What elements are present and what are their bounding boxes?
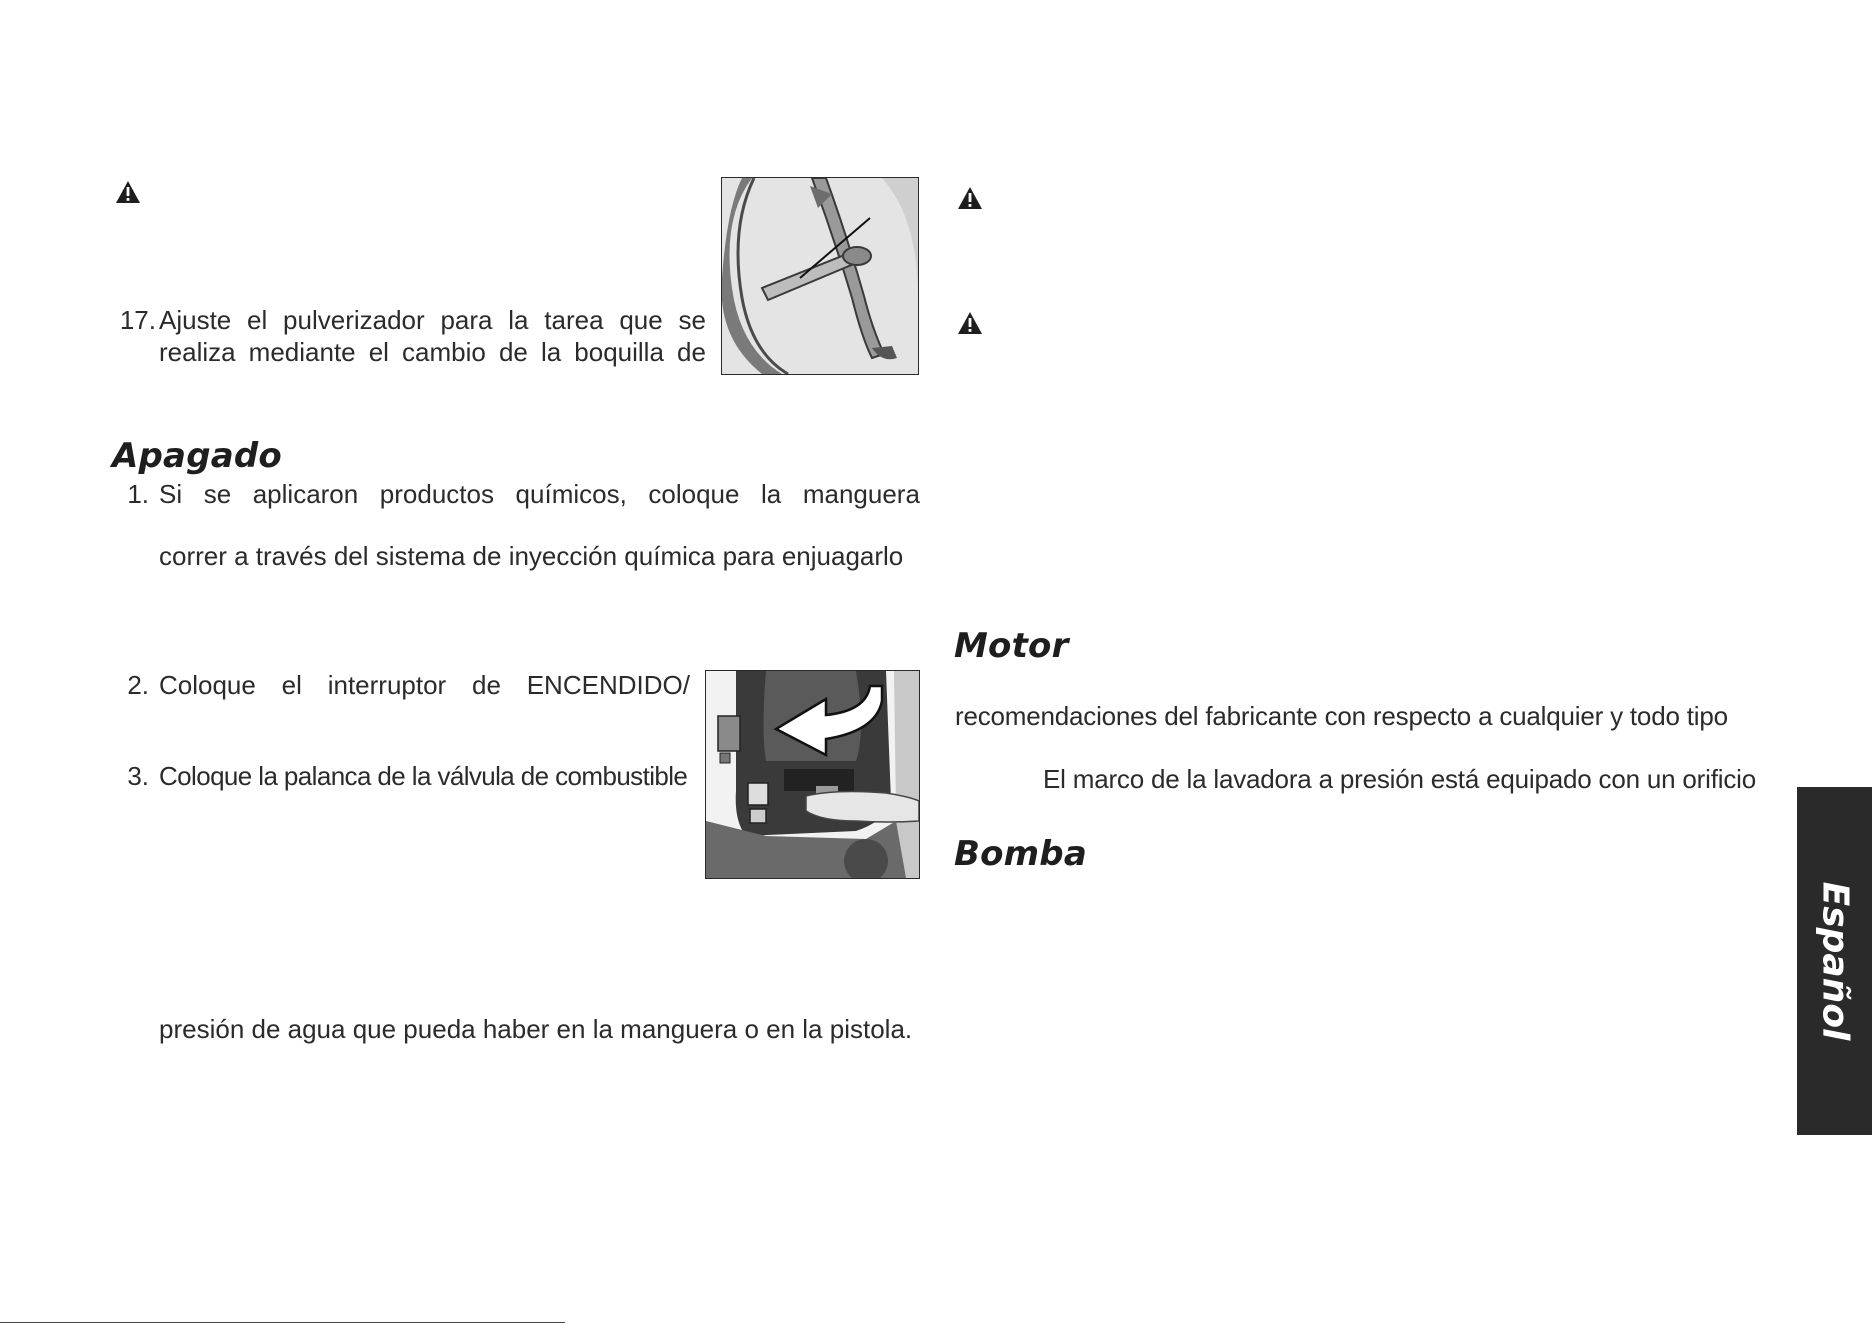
list-item-2 xyxy=(112,669,690,701)
word: manguera xyxy=(802,479,920,509)
warning-icon xyxy=(115,180,141,204)
word: interruptor xyxy=(327,670,447,700)
switch-figure xyxy=(705,670,920,879)
word: se xyxy=(678,305,706,335)
list-item-2-line1 xyxy=(159,669,690,701)
word: pulverizador xyxy=(283,305,425,335)
word: boquilla xyxy=(574,337,664,367)
list-number: 2. xyxy=(127,670,149,700)
word: el xyxy=(281,670,302,700)
word: aplicaron xyxy=(252,479,359,509)
word: se xyxy=(203,479,232,509)
word: el xyxy=(368,337,389,367)
list-item-1-line1 xyxy=(159,478,920,510)
word: coloque xyxy=(648,479,740,509)
language-tab xyxy=(1797,787,1872,1135)
section-title-bomba: Bomba xyxy=(954,834,1087,874)
list-number: 3. xyxy=(127,761,149,791)
word: mediante xyxy=(248,337,356,367)
warning-icon xyxy=(957,186,983,210)
list-item-17-line2 xyxy=(159,336,706,368)
list-item-3-line1: Coloque la palanca de la válvula de combustible xyxy=(159,761,688,791)
switch-illustration xyxy=(706,671,919,878)
list-number: 17. xyxy=(119,305,156,335)
nozzle-figure xyxy=(721,177,919,375)
word: Ajuste xyxy=(159,305,232,335)
word: la xyxy=(540,337,562,367)
list-item-17 xyxy=(112,304,706,368)
word: cambio xyxy=(402,337,486,367)
language-tab-label: Español xyxy=(1814,881,1855,1041)
section-title-apagado: Apagado xyxy=(112,436,282,476)
word: de xyxy=(472,670,501,700)
word: Si xyxy=(159,479,183,509)
word: de xyxy=(498,337,528,367)
word: la xyxy=(761,479,782,509)
word: la xyxy=(508,305,529,335)
list-item-3 xyxy=(112,760,692,792)
list-item-1 xyxy=(112,478,920,510)
word: de xyxy=(677,337,706,367)
list-number: 1. xyxy=(127,479,149,509)
list-item-1-line2: correr a través del sistema de inyección química para enjuagarlo xyxy=(159,541,904,571)
left-final-line: presión de agua que pueda haber en la manguera o en la pistola. xyxy=(159,1014,913,1044)
warning-icon xyxy=(957,311,983,335)
word: realiza xyxy=(159,337,236,367)
word: Coloque xyxy=(159,670,256,700)
section-title-motor: Motor xyxy=(954,626,1069,666)
word: para xyxy=(440,305,493,335)
word: el xyxy=(247,305,268,335)
word: tarea xyxy=(544,305,604,335)
word: ENCENDIDO/ xyxy=(526,670,690,700)
nozzle-illustration xyxy=(722,178,918,374)
word: productos xyxy=(379,479,494,509)
word: que xyxy=(619,305,663,335)
motor-text-line: recomendaciones del fabricante con respecto a cualquier y todo tipo xyxy=(955,701,1728,731)
list-item-17-line1 xyxy=(159,304,706,336)
word: químicos, xyxy=(515,479,627,509)
frame-text-line: El marco de la lavadora a presión está equipado con un orificio xyxy=(1043,764,1756,794)
